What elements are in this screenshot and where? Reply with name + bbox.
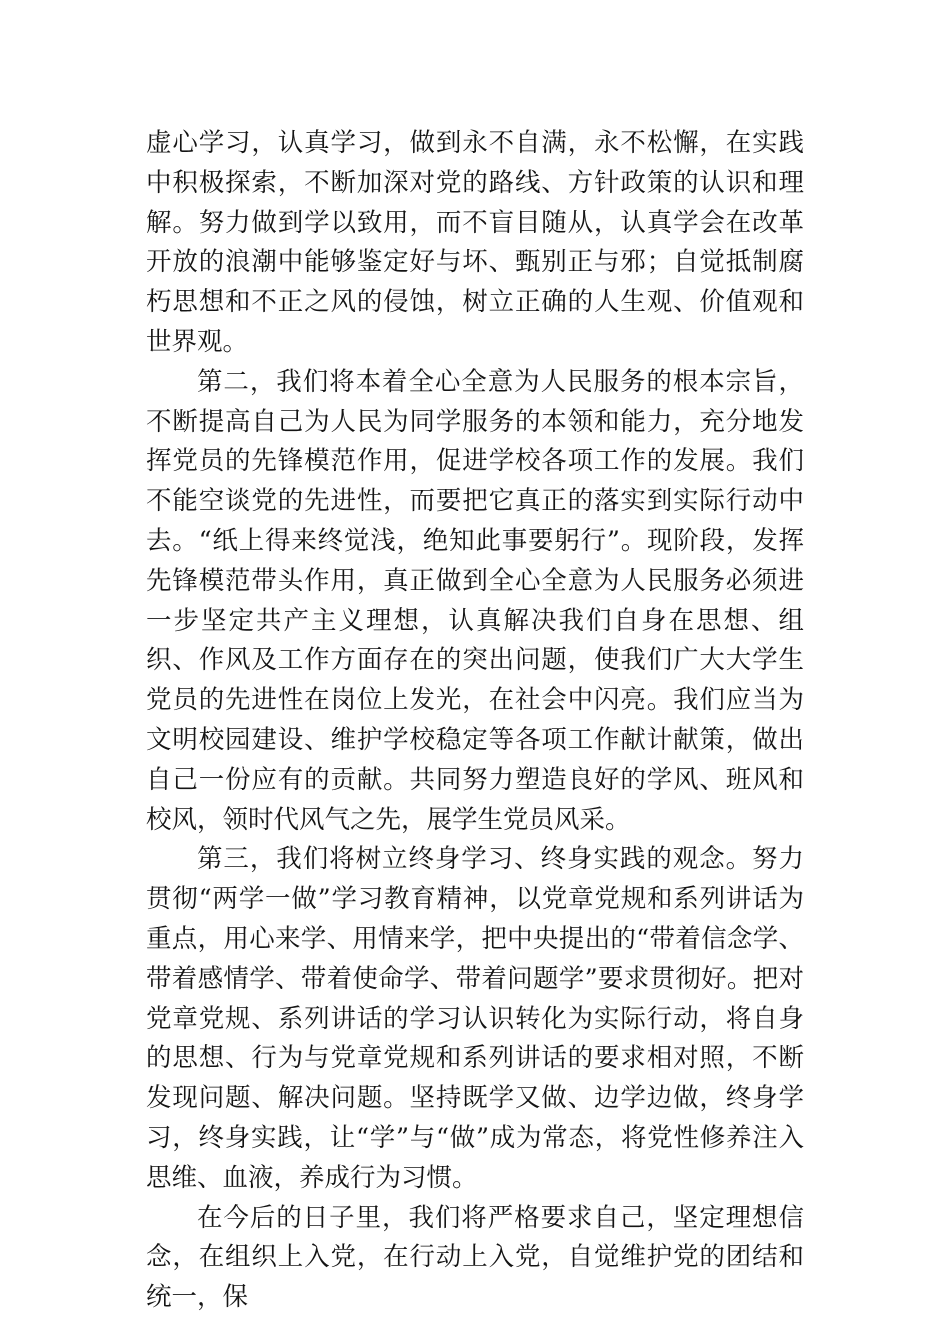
paragraph-3: 第三，我们将树立终身学习、终身实践的观念。努力贯彻“两学一做”学习教育精神，以党章党规和系列讲话为重点，用心来学、用情来学，把中央提出的“带着信念学、带着感情学、带着使命学、带着问题学”要求贯彻好。把对党章党规、系列讲话的学习认识转化为实际行动，将自身的思想、行为与党章党规和系列讲话的要求相对照，不断发现问题、解决问题。坚持既学又做、边学边做，终身学习，终身实践，让“学”与“做”成为常态，将党性修养注入思维、血液，养成行为习惯。 xyxy=(146,844,804,1193)
paragraph-4: 在今后的日子里，我们将严格要求自己，坚定理想信念，在组织上入党，在行动上入党，自觉维护党的团结和统一，保 xyxy=(146,1202,804,1313)
document-body xyxy=(146,124,804,1318)
paragraph-2: 第二，我们将本着全心全意为人民服务的根本宗旨，不断提高自己为人民为同学服务的本领和能力，充分地发挥党员的先锋模范作用，促进学校各项工作的发展。我们不能空谈党的先进性，而要把它真正的落实到实际行动中去。“纸上得来终觉浅，绝知此事要躬行”。现阶段，发挥先锋模范带头作用，真正做到全心全意为人民服务必须进一步坚定共产主义理想，认真解决我们自身在思想、组织、作风及工作方面存在的突出问题，使我们广大大学生党员的先进性在岗位上发光，在社会中闪亮。我们应当为文明校园建设、维护学校稳定等各项工作献计献策，做出自己一份应有的贡献。共同努力塑造良好的学风、班风和校风，领时代风气之先，展学生党员风采。 xyxy=(146,366,804,835)
paragraph-1: 虚心学习，认真学习，做到永不自满，永不松懈，在实践中积极探索，不断加深对党的路线、方针政策的认识和理解。努力做到学以致用，而不盲目随从，认真学会在改革开放的浪潮中能够鉴定好与坏、甄别正与邪；自觉抵制腐朽思想和不正之风的侵蚀，树立正确的人生观、价值观和世界观。 xyxy=(146,128,804,357)
